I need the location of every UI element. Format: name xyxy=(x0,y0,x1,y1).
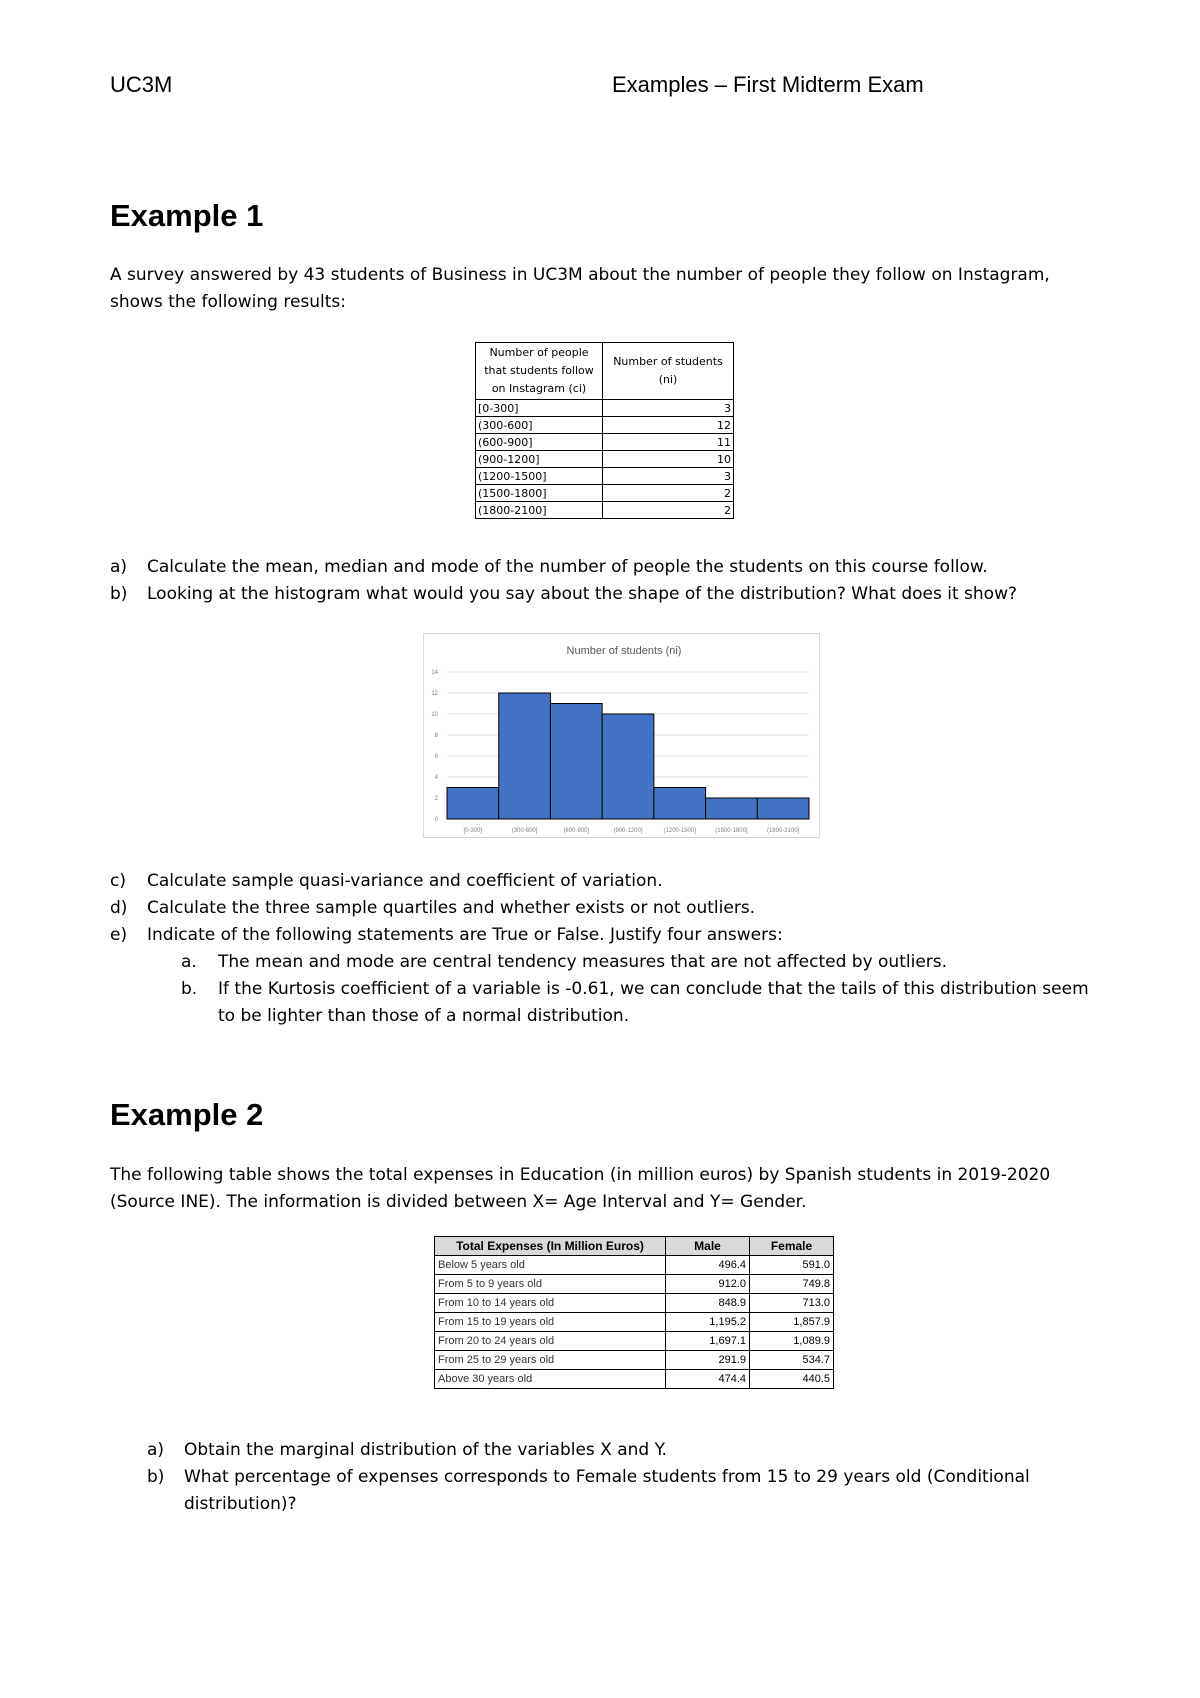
histogram-bar xyxy=(447,788,499,820)
table-row xyxy=(476,400,734,417)
male-cell: 912.0 xyxy=(666,1275,750,1294)
table-row xyxy=(476,502,734,519)
count-cell: 11 xyxy=(603,434,734,451)
instagram-table-header-ni: Number of students (ni) xyxy=(603,343,734,400)
interval-cell: (900-1200] xyxy=(476,451,603,468)
table-row xyxy=(476,485,734,502)
count-cell: 3 xyxy=(603,468,734,485)
example-2-intro: The following table shows the total expenses in Education (in million euros) by Spanish students in 2019-2020 (Source INE). The information is divided between X= Age Interval and Y= Gender. xyxy=(110,1165,1051,1212)
histogram-bar xyxy=(550,704,602,820)
question-label: b) xyxy=(110,584,128,604)
question-b xyxy=(147,1464,1100,1518)
example-1-title: Example 1 xyxy=(110,198,264,233)
example-2-questions xyxy=(147,1437,1100,1518)
question-text: Calculate the mean, median and mode of the number of people the students on this course follow. xyxy=(147,557,988,577)
question-label: a) xyxy=(110,557,128,577)
table-row xyxy=(435,1275,834,1294)
table-row xyxy=(476,468,734,485)
interval-cell: (1800-2100] xyxy=(476,502,603,519)
x-tick-label: (300-600] xyxy=(511,828,538,834)
statement-text: The mean and mode are central tendency measures that are not affected by outliers. xyxy=(218,952,948,972)
histogram-bar xyxy=(499,693,551,819)
female-cell: 1,857.9 xyxy=(750,1313,834,1332)
question-b xyxy=(110,581,1100,608)
table-row xyxy=(435,1256,834,1275)
expenses-header-female: Female xyxy=(750,1237,834,1256)
table-row xyxy=(476,434,734,451)
question-a xyxy=(147,1437,1100,1464)
question-c xyxy=(110,868,1100,895)
male-cell: 474.4 xyxy=(666,1370,750,1389)
header-left: UC3M xyxy=(110,72,173,97)
y-tick-label: 12 xyxy=(431,691,438,697)
male-cell: 848.9 xyxy=(666,1294,750,1313)
question-d xyxy=(110,895,1100,922)
table-row xyxy=(435,1313,834,1332)
histogram-bar xyxy=(706,798,758,819)
y-tick-label: 6 xyxy=(434,754,438,760)
count-cell: 3 xyxy=(603,400,734,417)
histogram-bar xyxy=(654,788,706,820)
example-1-intro: A survey answered by 43 students of Business in UC3M about the number of people they follow on Instagram, shows the following results: xyxy=(110,265,1050,312)
question-text: Obtain the marginal distribution of the variables X and Y. xyxy=(184,1440,667,1460)
table-row xyxy=(476,417,734,434)
x-tick-label: [0-300] xyxy=(463,828,483,834)
question-a xyxy=(110,554,1100,581)
histogram-chart xyxy=(423,633,820,838)
interval-cell: (1200-1500] xyxy=(476,468,603,485)
interval-cell: (300-600] xyxy=(476,417,603,434)
statement-label: b. xyxy=(181,979,198,999)
male-cell: 496.4 xyxy=(666,1256,750,1275)
female-cell: 713.0 xyxy=(750,1294,834,1313)
instagram-table xyxy=(475,342,734,519)
chart-title: Number of students (ni) xyxy=(566,645,682,657)
y-tick-label: 14 xyxy=(431,670,438,676)
y-tick-label: 0 xyxy=(434,817,438,823)
x-tick-label: (900-1200] xyxy=(613,828,643,834)
question-label: b) xyxy=(147,1467,165,1487)
female-cell: 1,089.9 xyxy=(750,1332,834,1351)
y-tick-label: 8 xyxy=(434,733,438,739)
x-tick-label: (1500-1800] xyxy=(715,828,748,834)
question-e xyxy=(110,922,1100,1030)
question-label: a) xyxy=(147,1440,165,1460)
y-tick-label: 2 xyxy=(434,796,438,802)
question-text: Calculate the three sample quartiles and whether exists or not outliers. xyxy=(147,898,756,918)
male-cell: 1,697.1 xyxy=(666,1332,750,1351)
question-label: d) xyxy=(110,898,128,918)
table-row xyxy=(435,1294,834,1313)
male-cell: 1,195.2 xyxy=(666,1313,750,1332)
question-text: Calculate sample quasi-variance and coefficient of variation. xyxy=(147,871,663,891)
x-tick-label: (1200-1500] xyxy=(663,828,696,834)
question-label: c) xyxy=(110,871,126,891)
table-row xyxy=(476,451,734,468)
age-cell: From 10 to 14 years old xyxy=(435,1294,666,1313)
statement-b xyxy=(181,976,1100,1030)
question-text: Looking at the histogram what would you say about the shape of the distribution? What does it show? xyxy=(147,584,1018,604)
male-cell: 291.9 xyxy=(666,1351,750,1370)
header-right: Examples – First Midterm Exam xyxy=(612,72,924,97)
expenses-header-male: Male xyxy=(666,1237,750,1256)
histogram-bar xyxy=(757,798,809,819)
example-1-questions-cde xyxy=(110,868,1100,1030)
statement-label: a. xyxy=(181,952,197,972)
question-text: What percentage of expenses corresponds to Female students from 15 to 29 years old (Conditional distribution)? xyxy=(184,1467,1030,1514)
expenses-header-label: Total Expenses (In Million Euros) xyxy=(435,1237,666,1256)
interval-cell: [0-300] xyxy=(476,400,603,417)
age-cell: From 5 to 9 years old xyxy=(435,1275,666,1294)
age-cell: From 20 to 24 years old xyxy=(435,1332,666,1351)
age-cell: From 25 to 29 years old xyxy=(435,1351,666,1370)
statements-list xyxy=(110,949,1100,1030)
histogram-bar xyxy=(602,714,654,819)
statement-text: If the Kurtosis coefficient of a variable is -0.61, we can conclude that the tails of this distribution seem to be lighter than those of a normal distribution. xyxy=(218,979,1089,1026)
female-cell: 440.5 xyxy=(750,1370,834,1389)
female-cell: 591.0 xyxy=(750,1256,834,1275)
female-cell: 534.7 xyxy=(750,1351,834,1370)
y-tick-label: 10 xyxy=(431,712,438,718)
question-text: Indicate of the following statements are True or False. Justify four answers: xyxy=(147,925,783,945)
count-cell: 12 xyxy=(603,417,734,434)
question-label: e) xyxy=(110,925,128,945)
age-cell: Above 30 years old xyxy=(435,1370,666,1389)
expenses-table xyxy=(434,1236,834,1389)
histogram-svg xyxy=(424,634,819,837)
y-tick-label: 4 xyxy=(434,775,438,781)
count-cell: 2 xyxy=(603,502,734,519)
count-cell: 2 xyxy=(603,485,734,502)
instagram-table-header-ci: Number of people that students follow on Instagram (ci) xyxy=(476,343,603,400)
count-cell: 10 xyxy=(603,451,734,468)
interval-cell: (1500-1800] xyxy=(476,485,603,502)
x-tick-label: (600-900] xyxy=(563,828,590,834)
example-2-title: Example 2 xyxy=(110,1097,264,1132)
age-cell: Below 5 years old xyxy=(435,1256,666,1275)
interval-cell: (600-900] xyxy=(476,434,603,451)
female-cell: 749.8 xyxy=(750,1275,834,1294)
x-tick-label: (1800-2100] xyxy=(766,828,800,834)
table-row xyxy=(435,1351,834,1370)
statement-a xyxy=(181,949,1100,976)
table-row xyxy=(435,1370,834,1389)
table-row xyxy=(435,1332,834,1351)
example-1-questions-ab xyxy=(110,554,1100,608)
age-cell: From 15 to 19 years old xyxy=(435,1313,666,1332)
